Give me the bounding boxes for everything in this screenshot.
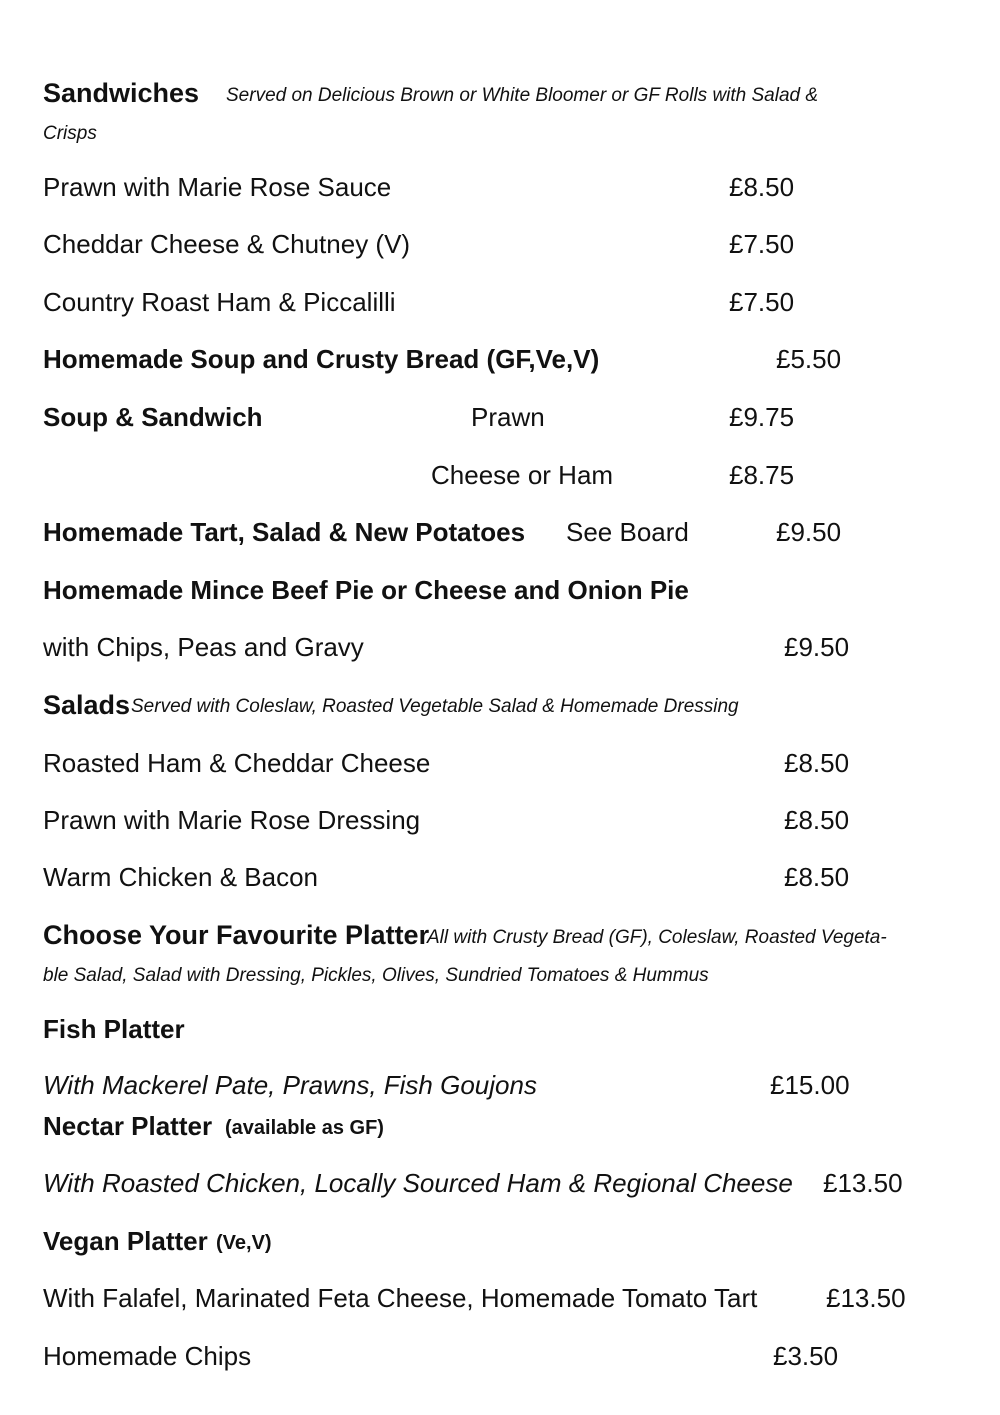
pie-price: £9.50	[784, 632, 850, 662]
menu-item-price: £8.50	[784, 862, 850, 892]
chips-price: £3.50	[773, 1341, 839, 1371]
menu-item-name: Cheddar Cheese & Chutney (V)	[43, 229, 411, 259]
menu-item-name: Country Roast Ham & Piccalilli	[43, 287, 396, 317]
pie-name: Homemade Mince Beef Pie or Cheese and Onion Pie	[43, 575, 689, 605]
menu-item-price: £8.50	[784, 748, 850, 778]
vegan-platter-desc: With Falafel, Marinated Feta Cheese, Homemade Tomato Tart	[43, 1283, 758, 1313]
soup-name: Homemade Soup and Crusty Bread (GF,Ve,V)	[43, 344, 600, 374]
menu-item-price: £8.50	[729, 172, 795, 202]
soup-sandwich-heading: Soup & Sandwich	[43, 402, 263, 432]
platters-heading: Choose Your Favourite Platter	[43, 920, 430, 950]
menu-item-price: £7.50	[729, 287, 795, 317]
tart-note: See Board	[566, 517, 689, 547]
nectar-platter-tag: (available as GF)	[225, 1117, 384, 1139]
soup-sandwich-price: £9.75	[729, 402, 795, 432]
salads-heading: Salads	[43, 690, 131, 720]
pie-detail: with Chips, Peas and Gravy	[43, 632, 364, 662]
nectar-platter-desc: With Roasted Chicken, Locally Sourced Ham & Regional Cheese	[43, 1168, 793, 1198]
soup-sandwich-price: £8.75	[729, 460, 795, 490]
menu-item-price: £8.50	[784, 805, 850, 835]
menu-item-price: £7.50	[729, 229, 795, 259]
sandwiches-note-cont: Crisps	[43, 123, 97, 144]
sandwiches-note: Served on Delicious Brown or White Bloomer or GF Rolls with Salad &	[226, 85, 819, 106]
fish-platter-name: Fish Platter	[43, 1014, 185, 1044]
nectar-platter-price: £13.50	[823, 1168, 903, 1198]
vegan-platter-name: Vegan Platter	[43, 1226, 208, 1256]
fish-platter-desc: With Mackerel Pate, Prawns, Fish Goujons	[43, 1070, 537, 1100]
vegan-platter-tag: (Ve,V)	[216, 1232, 272, 1254]
platters-note: All with Crusty Bread (GF), Coleslaw, Roasted Vegeta-	[427, 927, 887, 948]
menu-item-name: Prawn with Marie Rose Sauce	[43, 172, 392, 202]
soup-sandwich-option: Prawn	[471, 402, 545, 432]
chips-name: Homemade Chips	[43, 1341, 252, 1371]
tart-price: £9.50	[776, 517, 842, 547]
vegan-platter-price: £13.50	[826, 1283, 906, 1313]
tart-name: Homemade Tart, Salad & New Potatoes	[43, 517, 526, 547]
fish-platter-price: £15.00	[770, 1070, 850, 1100]
salads-note: Served with Coleslaw, Roasted Vegetable Salad & Homemade Dressing	[131, 696, 739, 717]
nectar-platter-name: Nectar Platter	[43, 1111, 213, 1141]
sandwiches-heading: Sandwiches	[43, 78, 200, 108]
soup-sandwich-option: Cheese or Ham	[431, 460, 614, 490]
menu-item-name: Roasted Ham & Cheddar Cheese	[43, 748, 431, 778]
platters-note-cont: ble Salad, Salad with Dressing, Pickles, Olives, Sundried Tomatoes & Hummus	[43, 965, 709, 986]
menu-item-name: Prawn with Marie Rose Dressing	[43, 805, 421, 835]
soup-price: £5.50	[776, 344, 842, 374]
menu-item-name: Warm Chicken & Bacon	[43, 862, 319, 892]
